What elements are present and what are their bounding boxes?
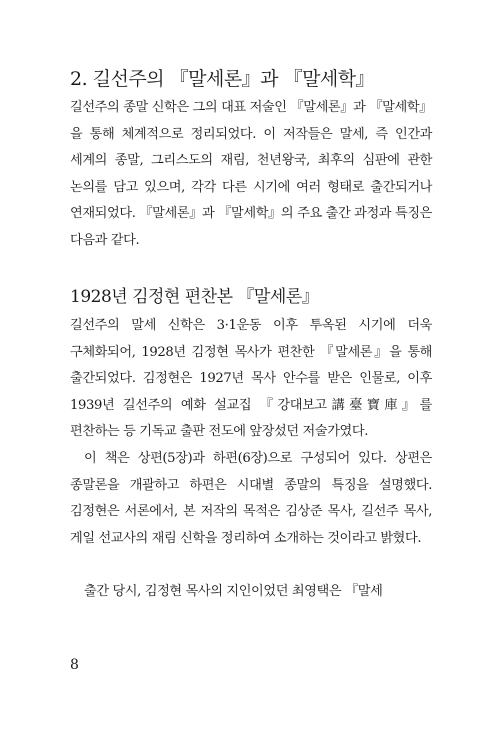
page-number: 8 (70, 657, 79, 673)
body-paragraph-continuation: 출간 당시, 김정현 목사의 지인이었던 최영택은 『말세 (84, 584, 383, 599)
sub-heading: 1928년 김정현 편찬본 『말세론』 (70, 287, 319, 307)
body-paragraph-publication: 길선주의 말세 신학은 3·1운동 이후 투옥된 시기에 더욱 구체화되어, 1928년 김정현 목사가 편찬한 『말세론』을 통해 출간되었다. 김정현은 1927년 목사 안수를 받은 인물로, 이후 1939년 길선주의 예화 설교집 『강대보고講臺寶庫』를 편찬하는 등 기독교 출판 전도에 앞장섰던 저술가였다. (70, 318, 432, 440)
section-heading: 2. 길선주의 『말세론』과 『말세학』 (70, 68, 375, 90)
body-paragraph-intro: 길선주의 종말 신학은 그의 대표 저술인 『말세론』과 『말세학』을 통해 체계적으로 정리되었다. 이 저작들은 말세, 즉 인간과 세계의 종말, 그리스도의 재림, 천년왕국, 최후의 심판에 관한 논의를 담고 있으며, 각각 다른 시기에 여러 형태로 출간되거나 연재되었다. 『말세론』과 『말세학』의 주요 출간 과정과 특징은 다음과 같다. (70, 100, 432, 248)
body-paragraph-structure: 이 책은 상편(5장)과 하편(6장)으로 구성되어 있다. 상편은 종말론을 개괄하고 하편은 시대별 종말의 특징을 설명했다. 김정현은 서론에서, 본 저작의 목적은 김상준 목사, 길선주 목사, 게일 선교사의 재림 신학을 정리하여 소개하는 것이라고 밝혔다. (70, 451, 432, 546)
book-page (70, 0, 432, 734)
